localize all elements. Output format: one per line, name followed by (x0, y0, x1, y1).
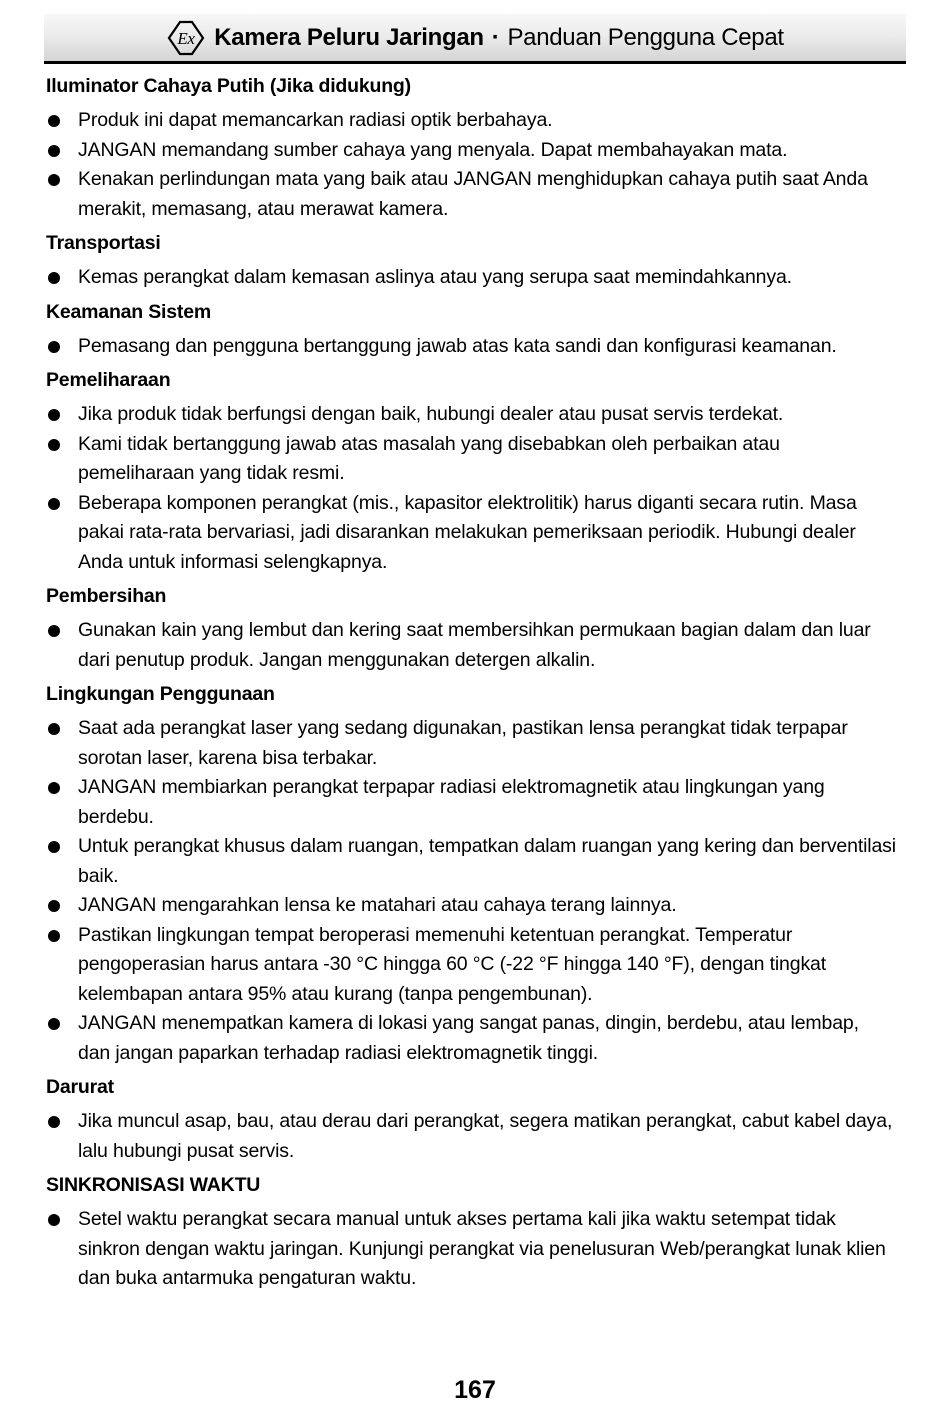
bullet-dot-icon (48, 1214, 60, 1226)
section-heading: Iluminator Cahaya Putih (Jika didukung) (46, 75, 411, 97)
bullet-dot-icon (48, 341, 60, 353)
bullet-text: JANGAN mengarahkan lensa ke matahari atau cahaya terang lainnya. (78, 894, 677, 916)
bullet-dot-icon (48, 900, 60, 912)
bullet-dot-icon (48, 272, 60, 284)
bullet-item (46, 921, 896, 1010)
bullet-item (46, 263, 896, 293)
bullet-text: Pemasang dan pengguna bertanggung jawab atas kata sandi dan konfigurasi keamanan. (78, 334, 837, 357)
bullet-item (46, 165, 896, 224)
bullet-text: Saat ada perangkat laser yang sedang digunakan, pastikan lensa perangkat tidak terpapar sorotan laser, karena bisa terbakar. (78, 717, 848, 769)
bullet-text: JANGAN memandang sumber cahaya yang menyala. Dapat membahayakan mata. (78, 138, 788, 161)
bullet-list (46, 400, 896, 577)
section-heading: Pemeliharaan (46, 369, 171, 391)
bullet-item (46, 430, 896, 489)
bullet-text: Jika muncul asap, bau, atau derau dari perangkat, segera matikan perangkat, cabut kabel daya, lalu hubungi pusat servis. (78, 1110, 893, 1162)
bullet-item (46, 832, 896, 891)
bullet-item (46, 891, 896, 921)
section-block (46, 582, 896, 675)
bullet-item (46, 773, 896, 832)
ex-atex-icon (166, 20, 206, 56)
header-subtitle: Panduan Pengguna Cepat (507, 23, 784, 51)
bullet-text: Setel waktu perangkat secara manual untuk akses pertama kali jika waktu setempat tidak sinkron dengan waktu jaringan. Kunjungi perangkat via penelusuran Web/perangkat lunak klien dan buka antarmuka pengaturan waktu. (78, 1208, 886, 1289)
bullet-dot-icon (48, 115, 60, 127)
bullet-text: Kenakan perlindungan mata yang baik atau JANGAN menghidupkan cahaya putih saat Anda merakit, memasang, atau merawat kamera. (78, 168, 868, 220)
bullet-dot-icon (48, 1018, 60, 1030)
section-block (46, 680, 896, 1068)
bullet-dot-icon (48, 1116, 60, 1128)
bullet-list (46, 616, 896, 675)
bullet-text: JANGAN membiarkan perangkat terpapar radiasi elektromagnetik atau lingkungan yang berdebu. (78, 776, 825, 828)
section-heading: SINKRONISASI WAKTU (46, 1174, 261, 1196)
section-block (46, 1073, 896, 1166)
bullet-dot-icon (48, 723, 60, 735)
bullet-list (46, 1107, 896, 1166)
svg-text:Ex: Ex (177, 28, 195, 48)
section-block (46, 298, 896, 362)
bullet-text: JANGAN menempatkan kamera di lokasi yang sangat panas, dingin, berdebu, atau lembap, dan jangan paparkan terhadap radiasi elektromagnetik tinggi. (78, 1012, 859, 1064)
section-heading: Pembersihan (46, 585, 167, 607)
bullet-dot-icon (48, 625, 60, 637)
bullet-text: Kami tidak bertanggung jawab atas masalah yang disebabkan oleh perbaikan atau pemeliharaan yang tidak resmi. (78, 432, 780, 484)
header-title-separator: · (491, 23, 500, 51)
section-heading: Darurat (46, 1076, 114, 1098)
bullet-list (46, 263, 896, 293)
section-block (46, 229, 896, 293)
bullet-item (46, 489, 896, 578)
page-number: 167 (454, 1376, 496, 1404)
bullet-text: Untuk perangkat khusus dalam ruangan, tempatkan dalam ruangan yang kering dan berventilasi baik. (78, 835, 896, 887)
section-heading: Lingkungan Penggunaan (46, 683, 275, 705)
bullet-text: Kemas perangkat dalam kemasan aslinya atau yang serupa saat memindahkannya. (78, 266, 792, 288)
bullet-dot-icon (48, 145, 60, 157)
bullet-dot-icon (48, 782, 60, 794)
bullet-dot-icon (48, 409, 60, 421)
header-title-group (166, 20, 784, 56)
bullet-text: Jika produk tidak berfungsi dengan baik, hubungi dealer atau pusat servis terdekat. (78, 403, 784, 425)
bullet-item (46, 106, 896, 136)
bullet-text: Pastikan lingkungan tempat beroperasi memenuhi ketentuan perangkat. Temperatur pengoperasian harus antara -30 °C hingga 60 °C (-22 °F hingga 140 °F), dengan tingkat kelembapan antara 95% atau kurang (tanpa pengembunan). (78, 923, 827, 1005)
bullet-text: Produk ini dapat memancarkan radiasi optik berbahaya. (78, 109, 553, 131)
section-block (46, 366, 896, 577)
bullet-dot-icon (48, 930, 60, 942)
bullet-text: Beberapa komponen perangkat (mis., kapasitor elektrolitik) harus diganti secara rutin. Masa pakai rata-rata bervariasi, jadi disarankan melakukan pemeriksaan periodik. Hubungi dealer Anda untuk informasi selengkapnya. (78, 491, 857, 573)
bullet-dot-icon (48, 439, 60, 451)
bullet-item (46, 136, 896, 166)
bullet-list (46, 332, 896, 362)
bullet-item (46, 332, 896, 362)
header-title-main: Kamera Peluru Jaringan (214, 23, 484, 51)
bullet-list (46, 1205, 896, 1294)
bullet-item (46, 1107, 896, 1166)
bullet-dot-icon (48, 498, 60, 510)
section-block (46, 72, 896, 224)
bullet-text: Gunakan kain yang lembut dan kering saat membersihkan permukaan bagian dalam dan luar dari penutup produk. Jangan menggunakan detergen alkalin. (78, 619, 871, 671)
bullet-item (46, 616, 896, 675)
bullet-item (46, 714, 896, 773)
bullet-list (46, 106, 896, 224)
bullet-item (46, 1205, 896, 1294)
safety-instructions-body (46, 72, 896, 1299)
bullet-item (46, 1009, 896, 1068)
page-header (44, 14, 906, 64)
bullet-item (46, 400, 896, 430)
section-heading: Keamanan Sistem (46, 300, 211, 323)
section-block (46, 1171, 896, 1294)
bullet-dot-icon (48, 174, 60, 186)
bullet-dot-icon (48, 841, 60, 853)
bullet-list (46, 714, 896, 1068)
section-heading: Transportasi (46, 232, 161, 254)
